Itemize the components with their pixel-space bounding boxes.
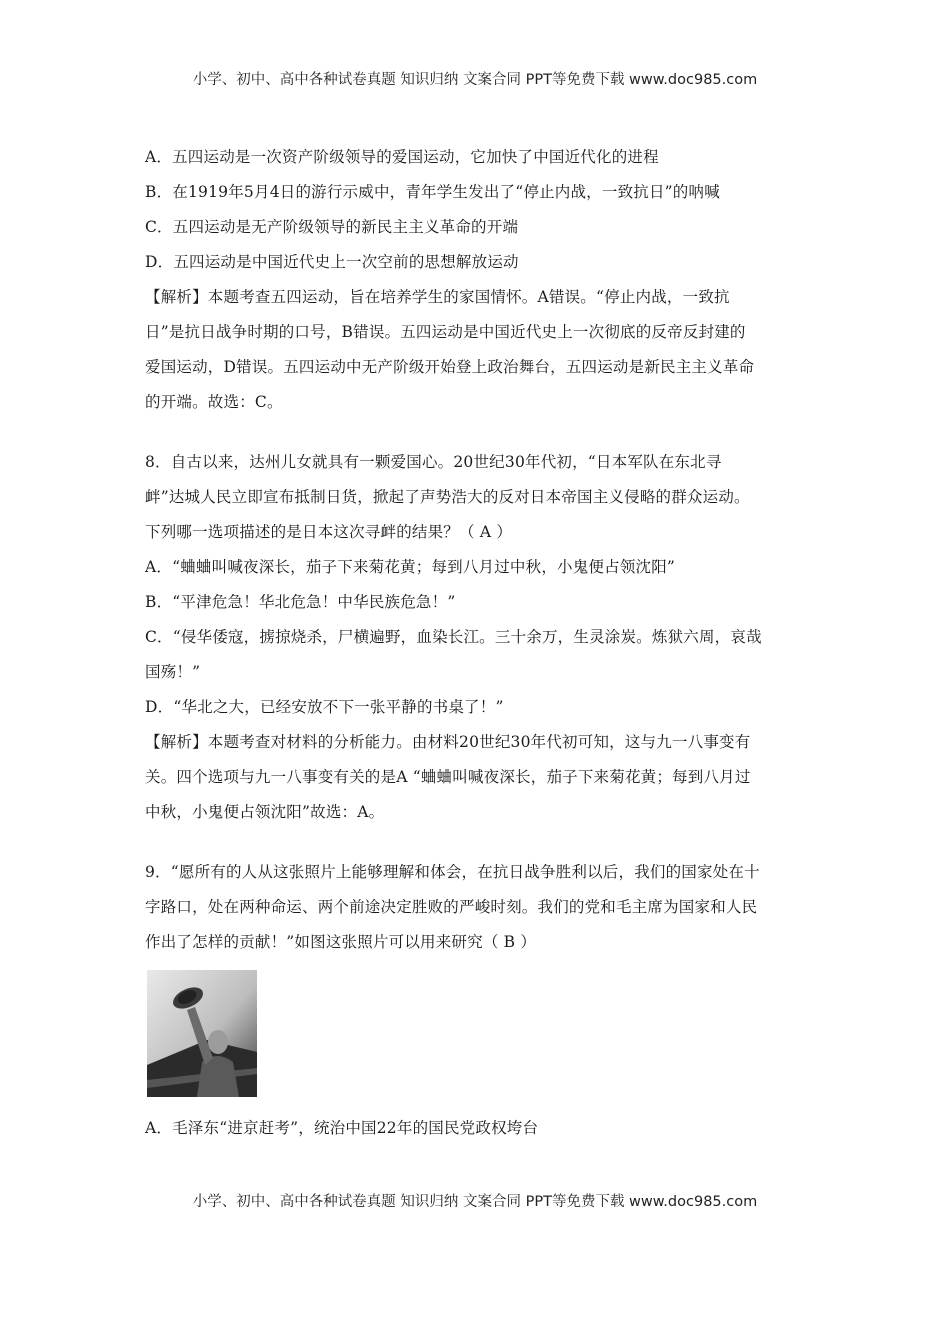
analysis-line: 中秋，小鬼便占领沈阳”故选：A。 <box>145 803 385 821</box>
stem-line: 作出了怎样的贡献！”如图这张照片可以用来研究（ B ） <box>145 933 537 951</box>
spacer <box>145 420 810 445</box>
q7-option-a: A．五四运动是一次资产阶级领导的爱国运动，它加快了中国近代化的进程 <box>145 148 659 166</box>
analysis-line: 【解析】本题考查对材料的分析能力。由材料20世纪30年代初可知，这与九一八事变有 <box>145 733 751 751</box>
q9-stem <box>145 855 810 960</box>
stem-line: 字路口，处在两种命运、两个前途决定胜败的严峻时刻。我们的党和毛主席为国家和人民 <box>145 898 758 916</box>
q8-option-d: D．“华北之大，已经安放不下一张平静的书桌了！” <box>145 698 504 716</box>
q8-analysis <box>145 725 810 830</box>
analysis-line: 【解析】本题考查五四运动，旨在培养学生的家国情怀。A错误。“停止内战，一致抗 <box>145 288 730 306</box>
analysis-line: 爱国运动，D错误。五四运动中无产阶级开始登上政治舞台，五四运动是新民主主义革命 <box>145 358 755 376</box>
stem-line: 衅”达城人民立即宣布抵制日货，掀起了声势浩大的反对日本帝国主义侵略的群众运动。 <box>145 488 750 506</box>
q8-option-c-cont: 国殇！” <box>145 663 201 681</box>
photo-image <box>147 970 257 1097</box>
analysis-line: 关。四个选项与九一八事变有关的是A “蛐蛐叫喊夜深长，茄子下来菊花黄；每到八月过 <box>145 768 751 786</box>
spacer <box>145 830 810 855</box>
q7-options <box>145 140 810 280</box>
q7-option-b: B．在1919年5月4日的游行示威中，青年学生发出了“停止内战，一致抗日”的呐喊 <box>145 183 720 201</box>
stem-line: 8．自古以来，达州儿女就具有一颗爱国心。20世纪30年代初，“日本军队在东北寻 <box>145 453 722 471</box>
page-header: 小学、初中、高中各种试卷真题 知识归纳 文案合同 PPT等免费下载 www.doc985.com <box>192 72 758 88</box>
analysis-line: 日”是抗日战争时期的口号，B错误。五四运动是中国近代史上一次彻底的反帝反封建的 <box>145 323 746 341</box>
q8-option-c: C．“侵华倭寇，掳掠烧杀，尸横遍野，血染长江。三十余万，生灵涂炭。炼狱六周，哀哉 <box>145 628 762 646</box>
q8-option-b: B．“平津危急！华北危急！中华民族危急！” <box>145 593 456 611</box>
analysis-line: 的开端。故选：C。 <box>145 393 283 411</box>
historical-photo <box>147 970 257 1097</box>
page-footer: 小学、初中、高中各种试卷真题 知识归纳 文案合同 PPT等免费下载 www.doc985.com <box>192 1194 758 1210</box>
q8-stem <box>145 445 810 550</box>
q7-option-d: D．五四运动是中国近代史上一次空前的思想解放运动 <box>145 253 519 271</box>
page-content <box>145 140 810 1146</box>
q9-option-a: A．毛泽东“进京赶考”，统治中国22年的国民党政权垮台 <box>145 1119 539 1137</box>
q9-options <box>145 1111 810 1146</box>
q7-analysis <box>145 280 810 420</box>
q7-option-c: C．五四运动是无产阶级领导的新民主主义革命的开端 <box>145 218 519 236</box>
q8-option-a: A．“蛐蛐叫喊夜深长，茄子下来菊花黄；每到八月过中秋，小鬼便占领沈阳” <box>145 558 676 576</box>
stem-line: 下列哪一选项描述的是日本这次寻衅的结果？（ A ） <box>145 523 513 541</box>
q8-options <box>145 550 810 725</box>
stem-line: 9．“愿所有的人从这张照片上能够理解和体会，在抗日战争胜利以后，我们的国家处在十 <box>145 863 760 881</box>
